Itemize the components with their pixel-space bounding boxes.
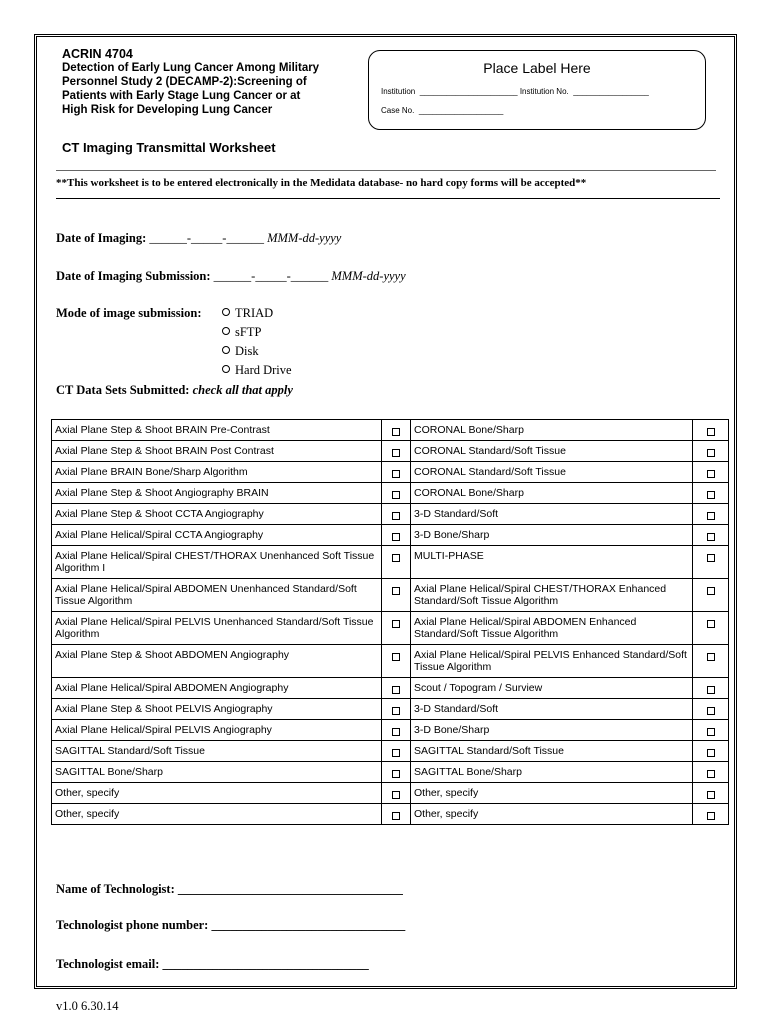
dataset-label-right: Axial Plane Helical/Spiral CHEST/THORAX Enhanced Standard/Soft Tissue Algorithm <box>411 579 693 612</box>
radio-icon[interactable] <box>222 327 230 335</box>
dataset-label-right: 3-D Standard/Soft <box>411 504 693 525</box>
checkbox-cell[interactable] <box>382 699 411 720</box>
dataset-label-right: 3-D Bone/Sharp <box>411 525 693 546</box>
checkbox-cell[interactable] <box>693 483 729 504</box>
radio-icon[interactable] <box>222 308 230 316</box>
study-title-line: Patients with Early Stage Lung Cancer or at <box>62 90 301 102</box>
dataset-label-right: Axial Plane Helical/Spiral PELVIS Enhanced Standard/Soft Tissue Algorithm <box>411 645 693 678</box>
label-box <box>368 50 706 130</box>
notice-text: **This worksheet is to be entered electronically in the Medidata database- no hard copy forms will be accepted** <box>56 177 587 189</box>
case-line[interactable]: Case No. ___________________ <box>381 106 504 115</box>
date-of-imaging-blank[interactable]: ______-_____-______ <box>149 231 264 245</box>
ct-datasets-table <box>51 419 729 825</box>
checkbox-icon[interactable] <box>707 749 715 757</box>
institution-no-label: Institution No. <box>519 87 569 96</box>
table-row <box>52 441 729 462</box>
mode-label: Mode of image submission: <box>56 306 202 320</box>
checkbox-cell[interactable] <box>693 525 729 546</box>
checkbox-cell[interactable] <box>382 483 411 504</box>
table-row <box>52 525 729 546</box>
date-of-submission-label: Date of Imaging Submission: <box>56 269 211 283</box>
checkbox-cell[interactable] <box>693 804 729 825</box>
checkbox-cell[interactable] <box>693 420 729 441</box>
dataset-label-left: Axial Plane Helical/Spiral CCTA Angiography <box>52 525 382 546</box>
dataset-label-left: Axial Plane Helical/Spiral PELVIS Unenhanced Standard/Soft Tissue Algorithm <box>52 612 382 645</box>
checkbox-icon[interactable] <box>392 707 400 715</box>
checkbox-icon[interactable] <box>707 587 715 595</box>
dataset-label-right: MULTI-PHASE <box>411 546 693 579</box>
date-of-imaging-field[interactable] <box>56 231 341 246</box>
dataset-label-left: Axial Plane Step & Shoot BRAIN Pre-Contrast <box>52 420 382 441</box>
dataset-label-left: Axial Plane Step & Shoot ABDOMEN Angiography <box>52 645 382 678</box>
checkbox-icon[interactable] <box>707 470 715 478</box>
study-id: ACRIN 4704 <box>62 47 133 61</box>
checkbox-cell[interactable] <box>693 504 729 525</box>
radio-icon[interactable] <box>222 346 230 354</box>
checkbox-icon[interactable] <box>707 791 715 799</box>
dataset-label-right: 3-D Bone/Sharp <box>411 720 693 741</box>
table-row <box>52 579 729 612</box>
table-row <box>52 420 729 441</box>
mode-option-hard-drive[interactable]: Hard Drive <box>222 363 292 378</box>
checkbox-icon[interactable] <box>392 587 400 595</box>
checkbox-cell[interactable] <box>382 420 411 441</box>
dataset-label-right: CORONAL Standard/Soft Tissue <box>411 441 693 462</box>
version-text: v1.0 6.30.14 <box>56 999 119 1013</box>
dataset-label-left: Axial Plane Helical/Spiral PELVIS Angiography <box>52 720 382 741</box>
dataset-label-left: SAGITTAL Bone/Sharp <box>52 762 382 783</box>
table-row <box>52 720 729 741</box>
checkbox-cell[interactable] <box>693 741 729 762</box>
checkbox-icon[interactable] <box>392 428 400 436</box>
checkbox-cell[interactable] <box>382 678 411 699</box>
checkbox-icon[interactable] <box>392 470 400 478</box>
divider <box>56 198 720 199</box>
checkbox-cell[interactable] <box>693 762 729 783</box>
technologist-phone-field[interactable]: Technologist phone number: _______________________________ <box>56 918 406 932</box>
table-row <box>52 645 729 678</box>
dataset-label-right: 3-D Standard/Soft <box>411 699 693 720</box>
table-row <box>52 804 729 825</box>
table-row <box>52 462 729 483</box>
date-of-submission-field[interactable] <box>56 269 406 284</box>
checkbox-icon[interactable] <box>392 554 400 562</box>
checkbox-cell[interactable] <box>693 441 729 462</box>
table-row <box>52 762 729 783</box>
dataset-label-left: Other, specify <box>52 783 382 804</box>
date-format-hint: MMM-dd-yyyy <box>267 231 342 245</box>
case-no-label: Case No. <box>381 106 415 115</box>
dataset-label-right: SAGITTAL Bone/Sharp <box>411 762 693 783</box>
table-row <box>52 699 729 720</box>
checkbox-icon[interactable] <box>392 728 400 736</box>
study-title-line: Personnel Study 2 (DECAMP-2):Screening of <box>62 76 307 88</box>
checkbox-cell[interactable] <box>382 504 411 525</box>
checkbox-cell[interactable] <box>693 678 729 699</box>
date-of-imaging-label: Date of Imaging: <box>56 231 147 245</box>
checkbox-icon[interactable] <box>392 512 400 520</box>
checkbox-icon[interactable] <box>392 620 400 628</box>
worksheet-title: CT Imaging Transmittal Worksheet <box>62 140 276 155</box>
checkbox-cell[interactable] <box>693 462 729 483</box>
dataset-label-right: Axial Plane Helical/Spiral ABDOMEN Enhanced Standard/Soft Tissue Algorithm <box>411 612 693 645</box>
checkbox-cell[interactable] <box>693 645 729 678</box>
checkbox-icon[interactable] <box>392 770 400 778</box>
dataset-label-left: Axial Plane Helical/Spiral CHEST/THORAX Unenhanced Soft Tissue Algorithm I <box>52 546 382 579</box>
dataset-label-right: SAGITTAL Standard/Soft Tissue <box>411 741 693 762</box>
checkbox-icon[interactable] <box>392 686 400 694</box>
checkbox-cell[interactable] <box>382 741 411 762</box>
dataset-label-right: Other, specify <box>411 783 693 804</box>
checkbox-cell[interactable] <box>693 612 729 645</box>
checkbox-cell[interactable] <box>382 441 411 462</box>
checkbox-cell[interactable] <box>382 525 411 546</box>
checkbox-icon[interactable] <box>707 812 715 820</box>
institution-label: Institution <box>381 87 416 96</box>
divider <box>56 170 716 171</box>
checkbox-icon[interactable] <box>707 491 715 499</box>
study-title-line: Detection of Early Lung Cancer Among Military <box>62 62 320 74</box>
checkbox-cell[interactable] <box>382 579 411 612</box>
table-row <box>52 678 729 699</box>
dataset-label-left: Axial Plane Step & Shoot CCTA Angiography <box>52 504 382 525</box>
table-row <box>52 483 729 504</box>
checkbox-icon[interactable] <box>707 449 715 457</box>
technologist-name-field[interactable]: Name of Technologist: ____________________________________ <box>56 882 403 896</box>
checkbox-cell[interactable] <box>382 462 411 483</box>
checkbox-icon[interactable] <box>392 449 400 457</box>
dataset-label-right: CORONAL Bone/Sharp <box>411 420 693 441</box>
date-of-submission-blank[interactable]: ______-_____-______ <box>213 269 329 283</box>
mode-option-disk[interactable]: Disk <box>222 344 259 359</box>
checkbox-cell[interactable] <box>382 783 411 804</box>
checkbox-cell[interactable] <box>382 645 411 678</box>
dataset-label-right: CORONAL Bone/Sharp <box>411 483 693 504</box>
checkbox-cell[interactable] <box>693 579 729 612</box>
dataset-label-left: Axial Plane Step & Shoot Angiography BRAIN <box>52 483 382 504</box>
table-row <box>52 546 729 579</box>
dataset-label-left: Axial Plane Helical/Spiral ABDOMEN Angiography <box>52 678 382 699</box>
dataset-label-left: Other, specify <box>52 804 382 825</box>
checkbox-cell[interactable] <box>382 762 411 783</box>
checkbox-cell[interactable] <box>382 612 411 645</box>
checkbox-icon[interactable] <box>392 653 400 661</box>
institution-line[interactable]: Institution ______________________ Institution No. _________________ <box>381 87 649 96</box>
checkbox-icon[interactable] <box>392 749 400 757</box>
mode-option-triad[interactable]: TRIAD <box>222 306 273 321</box>
checkbox-cell[interactable] <box>693 546 729 579</box>
checkbox-icon[interactable] <box>707 686 715 694</box>
checkbox-icon[interactable] <box>392 791 400 799</box>
radio-icon[interactable] <box>222 365 230 373</box>
table-row <box>52 783 729 804</box>
checkbox-icon[interactable] <box>707 770 715 778</box>
checkbox-icon[interactable] <box>707 428 715 436</box>
checkbox-cell[interactable] <box>382 546 411 579</box>
study-header <box>62 47 362 117</box>
date-format-hint: MMM-dd-yyyy <box>331 269 406 283</box>
checkbox-icon[interactable] <box>392 812 400 820</box>
checkbox-icon[interactable] <box>707 620 715 628</box>
dataset-label-right: Scout / Topogram / Surview <box>411 678 693 699</box>
study-title-line: High Risk for Developing Lung Cancer <box>62 104 273 116</box>
dataset-label-right: CORONAL Standard/Soft Tissue <box>411 462 693 483</box>
label-box-title: Place Label Here <box>483 60 591 76</box>
checkbox-icon[interactable] <box>707 653 715 661</box>
mode-option-sftp[interactable]: sFTP <box>222 325 261 340</box>
technologist-email-field[interactable]: Technologist email: _________________________________ <box>56 957 369 971</box>
dataset-label-left: SAGITTAL Standard/Soft Tissue <box>52 741 382 762</box>
checkbox-cell[interactable] <box>693 720 729 741</box>
checkbox-icon[interactable] <box>707 512 715 520</box>
checkbox-cell[interactable] <box>693 783 729 804</box>
checkbox-icon[interactable] <box>707 554 715 562</box>
dataset-label-left: Axial Plane Step & Shoot BRAIN Post Contrast <box>52 441 382 462</box>
checkbox-icon[interactable] <box>392 533 400 541</box>
dataset-label-right: Other, specify <box>411 804 693 825</box>
checkbox-icon[interactable] <box>392 491 400 499</box>
table-row <box>52 612 729 645</box>
dataset-label-left: Axial Plane Step & Shoot PELVIS Angiography <box>52 699 382 720</box>
checkbox-cell[interactable] <box>693 699 729 720</box>
checkbox-cell[interactable] <box>382 720 411 741</box>
ct-datasets-label: CT Data Sets Submitted: check all that apply <box>56 383 293 397</box>
dataset-label-left: Axial Plane BRAIN Bone/Sharp Algorithm <box>52 462 382 483</box>
checkbox-icon[interactable] <box>707 728 715 736</box>
table-row <box>52 741 729 762</box>
checkbox-icon[interactable] <box>707 707 715 715</box>
checkbox-cell[interactable] <box>382 804 411 825</box>
dataset-label-left: Axial Plane Helical/Spiral ABDOMEN Unenhanced Standard/Soft Tissue Algorithm <box>52 579 382 612</box>
table-row <box>52 504 729 525</box>
checkbox-icon[interactable] <box>707 533 715 541</box>
